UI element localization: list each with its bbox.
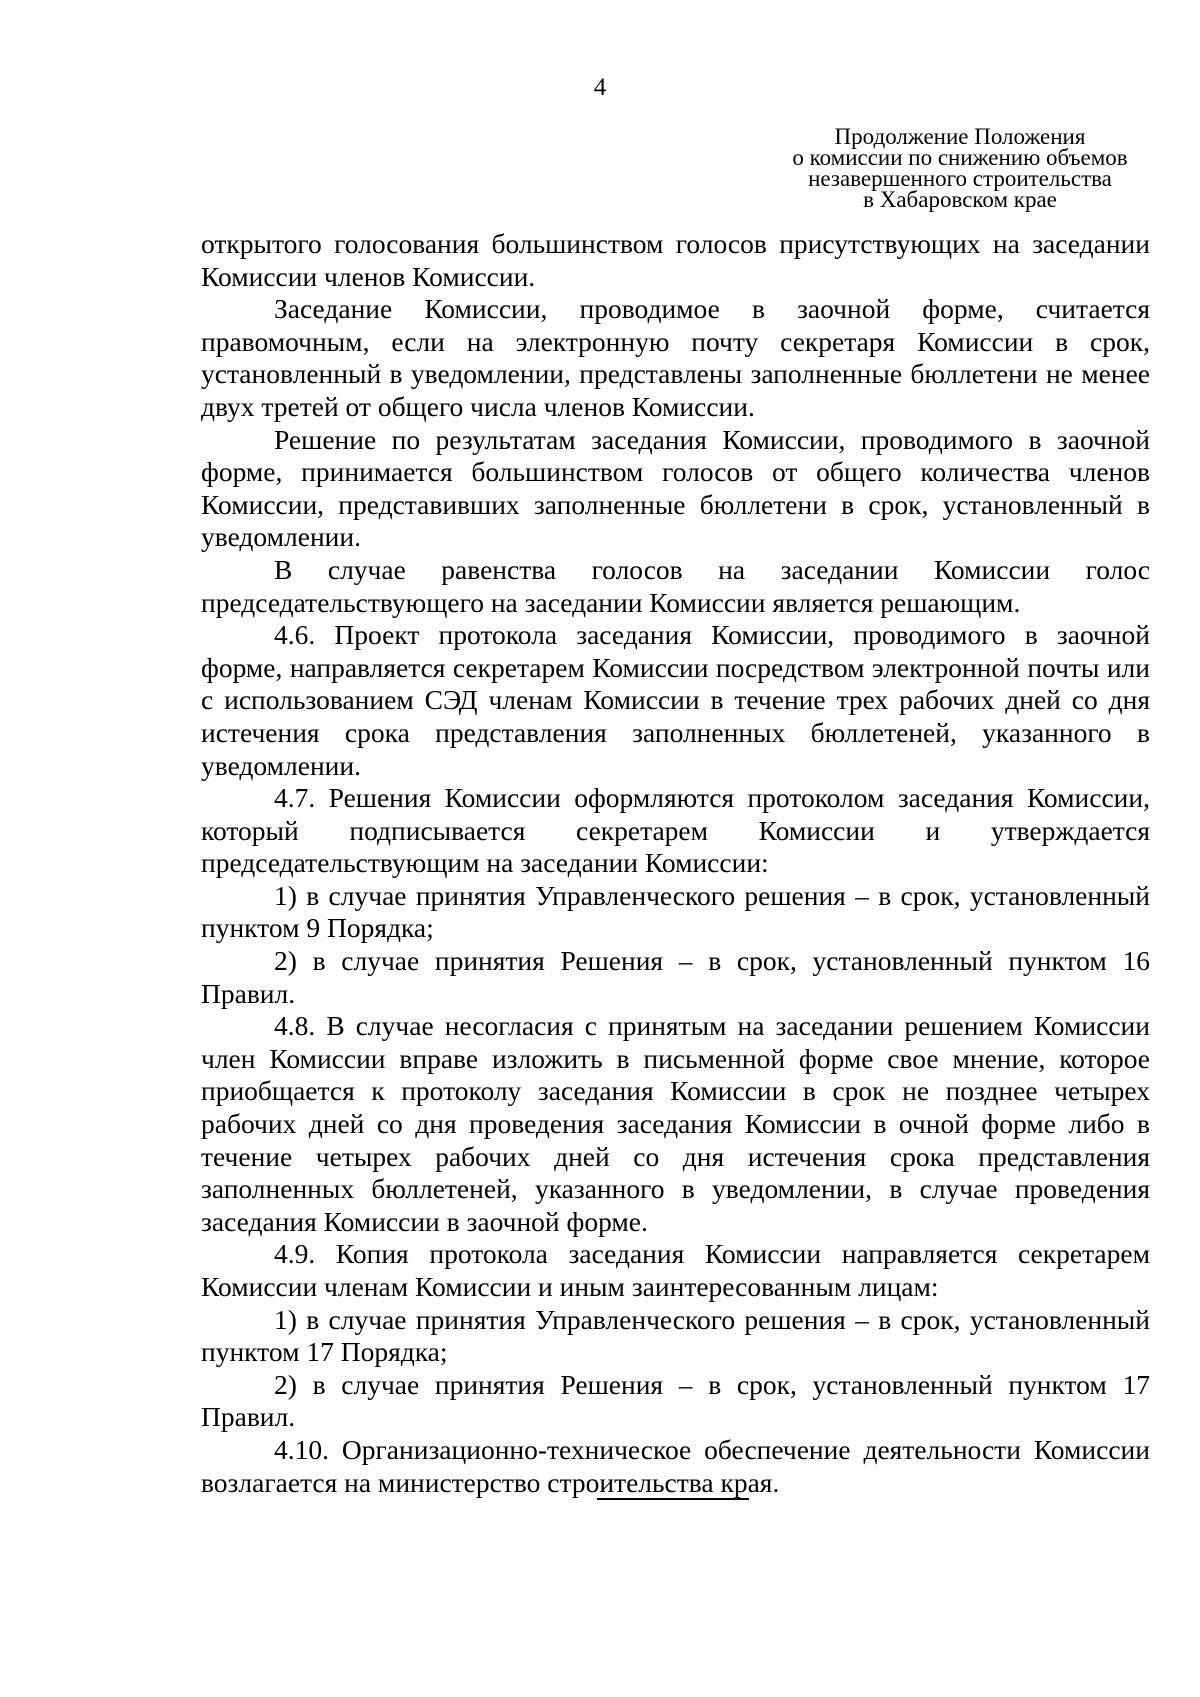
paragraph-continuation: открытого голосования большинством голосов присутствующих на заседании Комиссии членов Комиссии. [201, 228, 1150, 292]
paragraph-4-9-item-2: 2) в случае принятия Решения – в срок, установленный пунктом 17 Правил. [201, 1368, 1150, 1433]
paragraph-4-6: 4.6. Проект протокола заседания Комиссии, проводимого в заочной форме, направляется секретарем Комиссии посредством электронной почты или с использованием СЭД членам Комиссии в течение трех рабочих дней со дня истечения срока представления заполненных бюллетеней, указанного в уведомлении. [201, 619, 1150, 781]
header-line: в Хабаровском крае [863, 187, 1057, 212]
header-line: о комиссии по снижению объемов [792, 145, 1128, 170]
paragraph-4-7: 4.7. Решения Комиссии оформляются протоколом заседания Комиссии, который подписывается секретарем Комиссии и утверждается председательствующим на заседании Комиссии: [201, 782, 1150, 879]
header-line: Продолжение Положения [834, 124, 1086, 149]
paragraph-4-9-item-1: 1) в случае принятия Управленческого решения – в срок, установленный пунктом 17 Порядка; [201, 1303, 1150, 1368]
document-header [775, 126, 1145, 210]
header-line: незавершенного строительства [808, 166, 1112, 191]
paragraph-4-7-item-1: 1) в случае принятия Управленческого решения – в срок, установленный пунктом 9 Порядка; [201, 879, 1150, 944]
paragraph-decision: Решение по результатам заседания Комиссии, проводимого в заочной форме, принимается большинством голосов от общего количества членов Комиссии, представивших заполненные бюллетени в срок, установленный в уведомлении. [201, 423, 1150, 553]
paragraph-4-7-item-2: 2) в случае принятия Решения – в срок, установленный пунктом 16 Правил. [201, 945, 1150, 1009]
paragraph-4-8: 4.8. В случае несогласия с принятым на заседании решением Комиссии член Комиссии вправе изложить в письменной форме свое мнение, которое приобщается к протоколу заседания Комиссии в срок не позднее четырех рабочих дней со дня проведения заседания Комиссии в очной форме либо в течение четырех рабочих дней со дня истечения срока представления заполненных бюллетеней, указанного в уведомлении, в случае проведения заседания Комиссии в заочной форме. [201, 1010, 1150, 1237]
paragraph-4-9: 4.9. Копия протокола заседания Комиссии направляется секретарем Комиссии членам Комиссии и иным заинтересованным лицам: [201, 1238, 1150, 1302]
end-rule [597, 1498, 749, 1500]
paragraph-tie-vote: В случае равенства голосов на заседании Комиссии голос председательствующего на заседании Комиссии является решающим. [201, 553, 1150, 618]
paragraph-quorum: Заседание Комиссии, проводимое в заочной форме, считается правомочным, если на электронную почту секретаря Комиссии в срок, установленный в уведомлении, представлены заполненные бюллетени не менее двух третей от общего числа членов Комиссии. [201, 293, 1150, 422]
document-body [201, 228, 1150, 1499]
page-number: 4 [593, 74, 607, 101]
paragraph-4-10: 4.10. Организационно-техническое обеспечение деятельности Комиссии возлагается на министерство строительства края. [201, 1433, 1150, 1498]
